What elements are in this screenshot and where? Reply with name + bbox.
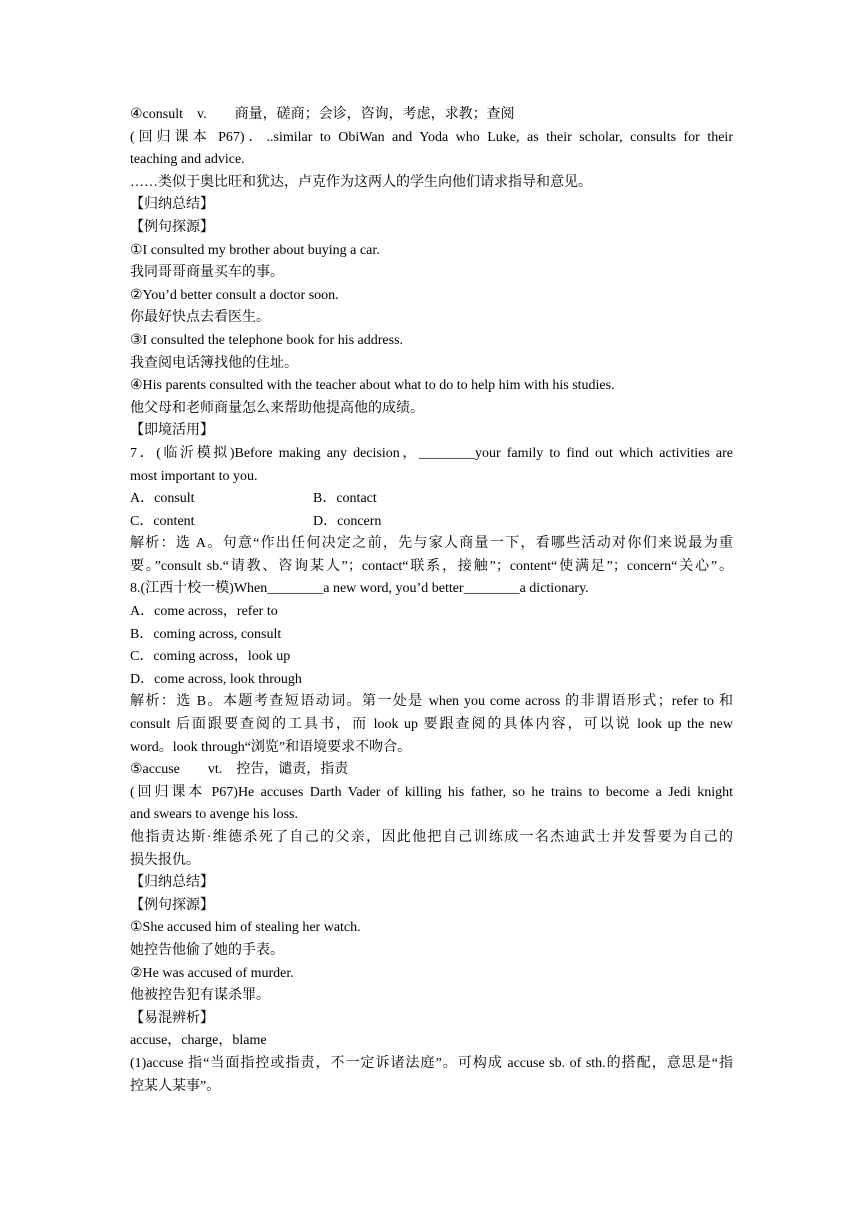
section-label: 【易混辨析】 — [130, 1010, 214, 1026]
answer-explanation: 解析：选 A。句意“作出任何决定之前，先与家人商量一下，看哪些活动对你们来说最为重 — [130, 536, 733, 552]
option-d: D．come across, look through — [130, 671, 302, 687]
example-sentence: ③I consulted the telephone book for his address. — [130, 332, 404, 348]
textbook-quote-line: teaching and advice. — [130, 152, 245, 168]
option-c: C．content — [130, 513, 195, 529]
example-sentence: ②You’d better consult a doctor soon. — [130, 287, 339, 303]
example-sentence: ②He was accused of murder. — [130, 965, 294, 981]
example-translation: 你最好快点去看医生。 — [130, 310, 270, 326]
example-translation: 她控告他偷了她的手表。 — [130, 942, 284, 958]
vocab-heading-accuse: ⑤accuse vt. 控告，谴责，指责 — [130, 762, 349, 778]
example-sentence: ④His parents consulted with the teacher about what to do to help him with his studies. — [130, 378, 615, 394]
section-label: 【归纳总结】 — [130, 197, 214, 213]
section-label: 【即境活用】 — [130, 423, 214, 439]
section-label: 【例句探源】 — [130, 219, 214, 235]
question-8-stem: 8.(江西十校一模)When________a new word, you’d better________a dictionary. — [130, 581, 589, 597]
answer-explanation: word。look through“浏览”和语境要求不吻合。 — [130, 739, 412, 755]
question-7-stem: 7．(临沂模拟)Before making any decision，________your family to find out which activities are — [130, 445, 733, 461]
textbook-quote-line: and swears to avenge his loss. — [130, 807, 298, 823]
example-translation: 他父母和老师商量怎么来帮助他提高他的成绩。 — [130, 400, 424, 416]
question-7-options-row — [130, 511, 733, 534]
answer-explanation: 要。”consult sb.“请教、咨询某人”；contact“联系，接触”；content“使满足”；concern“关心”。 — [130, 558, 733, 574]
section-label: 【例句探源】 — [130, 897, 214, 913]
translation-line: 他指责达斯·维德杀死了自己的父亲，因此他把自己训练成一名杰迪武士并发誓要为自己的 — [130, 830, 733, 845]
answer-explanation: consult 后面跟要查阅的工具书，而 look up 要跟查阅的具体内容，可以说 look up the new — [130, 717, 733, 733]
question-7-stem: most important to you. — [130, 468, 258, 484]
option-d: D．concern — [313, 513, 382, 529]
comparison-note: 控某人某事”。 — [130, 1078, 221, 1094]
option-a: A．consult — [130, 491, 195, 507]
textbook-quote-line: (回归课本 P67)．..similar to ObiWan and Yoda who Luke, as their scholar, consults for their — [130, 129, 733, 145]
vocab-heading-consult: ④consult v. 商量，磋商；会诊，咨询，考虑，求教；查阅 — [130, 107, 515, 122]
example-translation: 他被控告犯有谋杀罪。 — [130, 988, 270, 1004]
comparison-words: accuse，charge，blame — [130, 1033, 267, 1049]
option-a: A．come across，refer to — [130, 604, 278, 620]
translation-line: 损失报仇。 — [130, 852, 200, 868]
translation-line: ……类似于奥比旺和犹达，卢克作为这两人的学生向他们请求指导和意见。 — [130, 174, 592, 190]
example-sentence: ①I consulted my brother about buying a car. — [130, 242, 380, 258]
textbook-quote-line: (回归课本 P67)He accuses Darth Vader of killing his father, so he trains to become a Jedi knight — [130, 784, 733, 800]
question-7-options-row — [130, 488, 733, 511]
section-label: 【归纳总结】 — [130, 875, 214, 891]
option-c: C．coming across，look up — [130, 649, 291, 665]
example-translation: 我查阅电话簿找他的住址。 — [130, 355, 298, 371]
option-b: B．contact — [313, 491, 377, 507]
example-sentence: ①She accused him of stealing her watch. — [130, 920, 361, 936]
comparison-note: (1)accuse 指“当面指控或指责，不一定诉诸法庭”。可构成 accuse sb. of sth.的搭配，意思是“指 — [130, 1055, 733, 1071]
answer-explanation: 解析：选 B。本题考查短语动词。第一处是 when you come across 的非谓语形式；refer to 和 — [130, 694, 733, 710]
example-translation: 我同哥哥商量买车的事。 — [130, 265, 284, 281]
document-body — [130, 104, 733, 1098]
option-b: B．coming across, consult — [130, 626, 282, 642]
